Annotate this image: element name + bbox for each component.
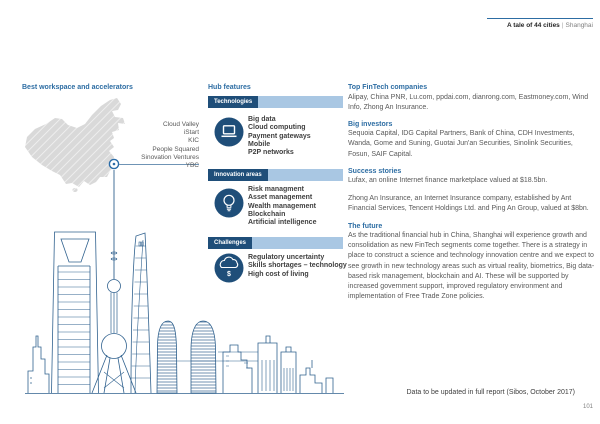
section-heading: Top FinTech companies [348,84,428,91]
shanghai-skyline-illustration [0,160,360,424]
report-title: A tale of 44 cities [506,22,560,29]
running-header [507,22,593,29]
technology-item: Cloud computing [248,124,306,132]
challenge-item: Regulatory uncertainty [248,254,325,261]
workspace-heading: Best workspace and accelerators [22,84,133,91]
footer-note: Data to be updated in full report (Sibos, October 2017) [406,389,575,396]
innovation-item: Risk managment [248,186,305,193]
innovation-item: Asset management [248,194,313,202]
the-future-section [348,223,595,302]
details-column [348,84,595,310]
city-name: Shanghai [565,22,593,29]
section-paragraph: Alipay, China PNR, Lu.com, ppdai.com, dianrong.com, Eastmoney.com, Wind Info, Zhong An Insurance. [348,93,589,111]
shanghai-tower [131,233,151,393]
header-separator: | [561,22,564,29]
section-heading: The future [348,222,383,230]
success-stories-section [348,168,595,215]
challenge-item: High cost of living [248,270,309,278]
section-paragraph: Zhong An Insurance, an Internet Insurance company, established by Ant Financial Services, Tencent Holdings Ltd. and Ping An Group, valued at $8bn. [348,195,589,213]
challenges-label: Challenges [208,237,252,249]
section-heading: Success stories [348,167,402,175]
innovation-item: Artificial intelligence [248,219,317,227]
page-number: 101 [582,404,593,410]
innovation-item: Wealth management [248,202,316,210]
bar-fill [258,96,343,108]
top-fintech-companies-section [348,84,595,113]
hub-features-heading: Hub features [208,84,251,91]
big-investors-section [348,121,595,160]
laptop-icon [214,117,244,147]
oriental-pearl-tower [92,170,136,393]
building-windows [30,378,32,383]
accelerator-item: iStart [183,129,199,137]
accelerator-item: Cloud Valley [162,121,199,128]
sail-towers [157,321,258,393]
technologies-bar [208,96,343,108]
technologies-list [248,116,311,157]
technology-item: Mobile [248,140,271,148]
section-paragraph: As the traditional financial hub in China, Shanghai will experience growth and consolidation as new FinTech segments come together. There is a strategy in place to construct a science and technology innovation centre and we expect to see growth in new technology areas such as virtual reality, biometrics, Big data-based risk management, blockchain and AI. These will be supported by increased government support, improved regulatory environment and implementation of Free Trade Zone policies. [348,232,595,300]
svg-text:$: $ [227,271,231,278]
section-heading: Big investors [348,120,393,128]
header-rule [487,18,593,19]
challenge-item: Skills shortages – technology [248,262,347,270]
technology-item: Payment gateways [248,132,311,140]
section-paragraph: Sequoia Capital, IDG Capital Partners, Bank of China, CDH Investments, Wanda, Gome and Suning, Guotai Jun'an Securities, Sinolink Securities, Fosun, SAIF Capital. [348,130,575,158]
accelerator-item: Sinovation Ventures [141,153,199,161]
accelerator-item: KIC [188,137,199,145]
technologies-label: Technologies [208,96,258,108]
section-paragraph: Lufax, an online Internet finance marketplace valued at $18.5bn. [348,177,548,185]
innovation-item: Blockchain [248,210,286,218]
world-financial-center [52,232,99,393]
city-buildings [223,336,333,393]
technology-item: P2P networks [248,149,294,157]
stepped-building [28,336,49,393]
accelerator-item: YBC [185,162,199,170]
accelerator-item: People Squared [152,145,199,153]
innovation-areas-label: Innovation areas [208,169,268,181]
technology-item: Big data [248,116,276,123]
